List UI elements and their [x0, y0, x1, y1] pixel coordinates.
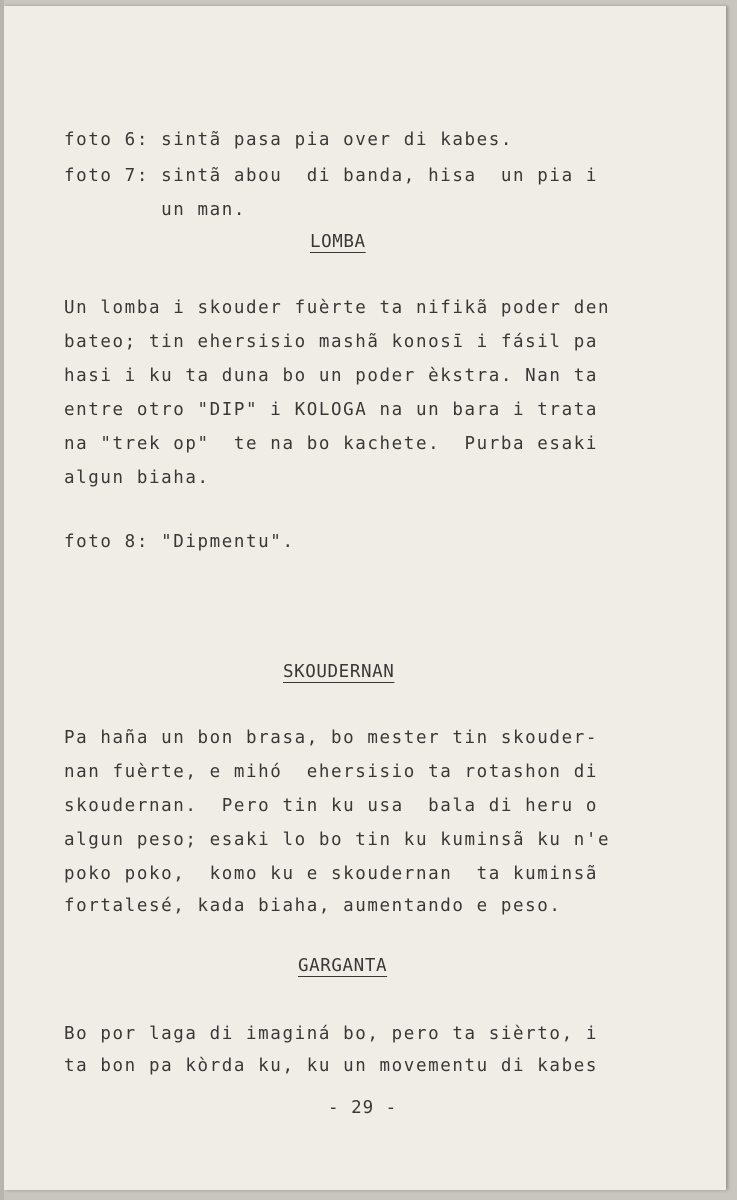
page-number: - 29 - — [328, 1098, 398, 1118]
text-line: nan fuèrte, e mihó ehersisio ta rotashon di — [64, 762, 598, 782]
text-line: Bo por laga di imaginá bo, pero ta sièrto, i — [64, 1024, 598, 1044]
section-heading-skoudernan: SKOUDERNAN — [283, 662, 395, 682]
photo-caption: foto 8: "Dipmentu". — [64, 532, 295, 552]
text-line: ta bon pa kòrda ku, ku un movementu di kabes — [64, 1056, 598, 1076]
text-line: hasi i ku ta duna bo un poder èkstra. Nan ta — [64, 366, 598, 386]
text-line: Un lomba i skouder fuèrte ta nifikã poder den — [64, 298, 611, 318]
text-line: skoudernan. Pero tin ku usa bala di heru o — [64, 796, 598, 816]
text-line: un man. — [64, 200, 247, 220]
text-line: bateo; tin ehersisio mashã konosī i fásil pa — [64, 332, 598, 352]
text-line: Pa haña un bon brasa, bo mester tin skouder- — [64, 728, 598, 748]
section-heading-lomba: LOMBA — [310, 232, 366, 252]
section-heading-garganta: GARGANTA — [298, 956, 388, 976]
text-line: poko poko, komo ku e skoudernan ta kuminsã — [64, 864, 598, 884]
text-line: fortalesé, kada biaha, aumentando e peso. — [64, 896, 562, 916]
text-line: entre otro "DIP" i KOLOGA na un bara i trata — [64, 400, 598, 420]
text-line: algun biaha. — [64, 468, 210, 488]
book-page — [4, 6, 726, 1190]
text-line: foto 6: sintã pasa pia over di kabes. — [64, 130, 514, 150]
text-line: foto 7: sintã abou di banda, hisa un pia i — [64, 166, 598, 186]
text-line: na "trek op" te na bo kachete. Purba esaki — [64, 434, 598, 454]
text-line: algun peso; esaki lo bo tin ku kuminsã ku n'e — [64, 830, 611, 850]
